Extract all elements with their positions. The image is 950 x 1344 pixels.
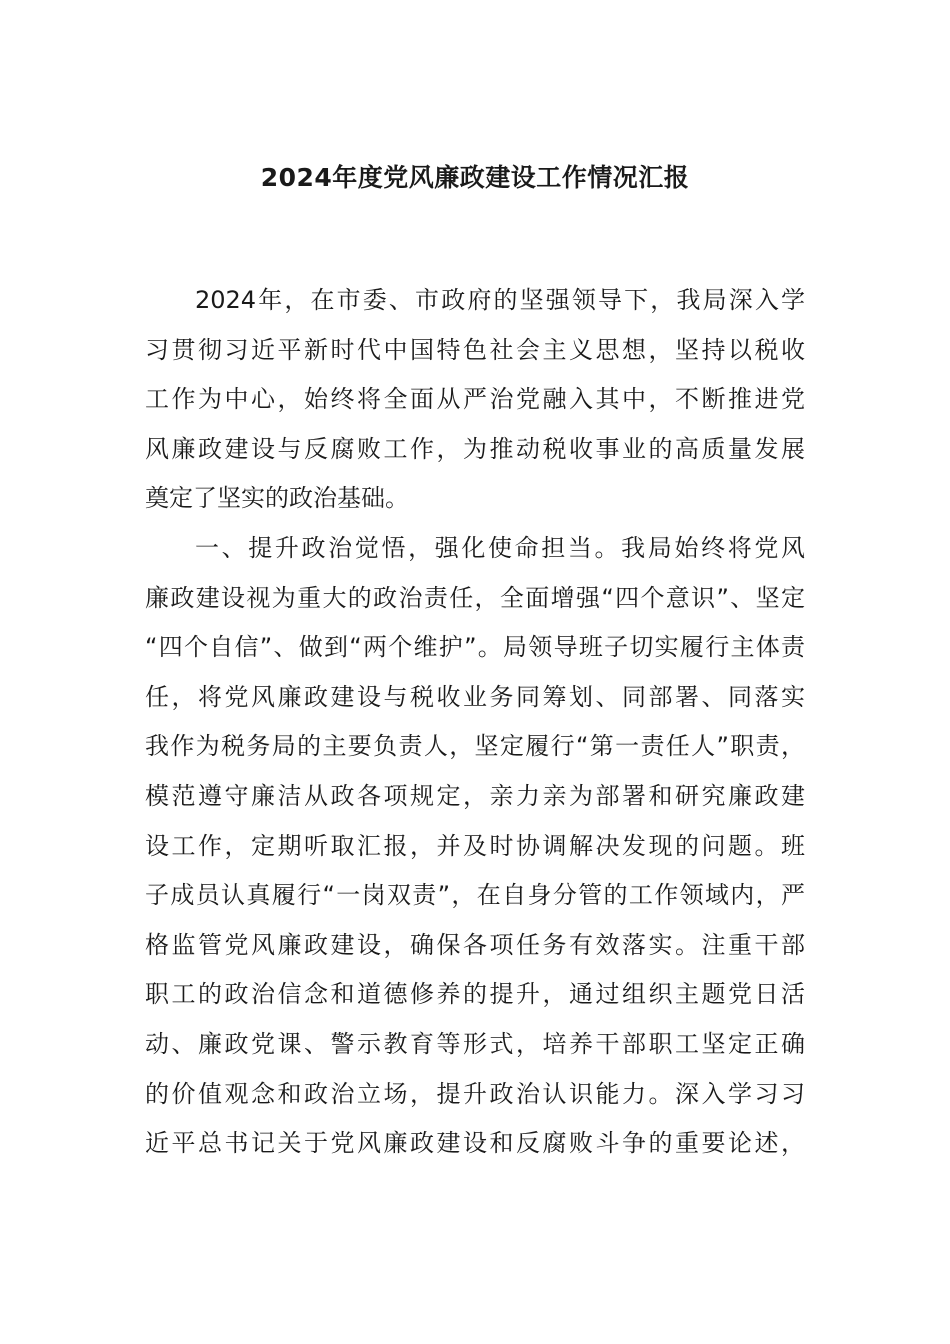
text-line: 2024年，在市委、市政府的坚强领导下，我局深入学 xyxy=(195,286,805,314)
text-line: 子成员认真履行“一岗双责”，在自身分管的工作领域内，严 xyxy=(145,881,805,910)
text-line: 廉政建设视为重大的政治责任，全面增强“四个意识”、坚定 xyxy=(145,583,805,612)
text-line: “四个自信”、做到“两个维护”。局领导班子切实履行主体责 xyxy=(145,633,805,662)
paragraph-1 xyxy=(145,276,805,524)
text-line: 模范遵守廉洁从政各项规定，亲力亲为部署和研究廉政建 xyxy=(145,781,805,810)
text-line: 习贯彻习近平新时代中国特色社会主义思想，坚持以税收 xyxy=(145,335,805,364)
text-line: 奠定了坚实的政治基础。 xyxy=(145,484,409,513)
text-line: 格监管党风廉政建设，确保各项任务有效落实。注重干部 xyxy=(145,930,805,959)
text-line: 动、廉政党课、警示教育等形式，培养干部职工坚定正确 xyxy=(145,1029,805,1058)
text-line: 近平总书记关于党风廉政建设和反腐败斗争的重要论述， xyxy=(145,1129,805,1158)
text-line: 风廉政建设与反腐败工作，为推动税收事业的高质量发展 xyxy=(145,434,805,463)
text-line: 设工作，定期听取汇报，并及时协调解决发现的问题。班 xyxy=(145,831,805,860)
text-line: 我作为税务局的主要负责人，坚定履行“第一责任人”职责， xyxy=(145,732,805,761)
paragraph-2 xyxy=(145,524,805,1169)
text-line: 的价值观念和政治立场，提升政治认识能力。深入学习习 xyxy=(145,1079,805,1108)
text-line: 职工的政治信念和道德修养的提升，通过组织主题党日活 xyxy=(145,980,805,1009)
document-title: 2024年度党风廉政建设工作情况汇报 xyxy=(260,163,690,192)
text-line: 一、提升政治觉悟，强化使命担当。我局始终将党风 xyxy=(195,533,805,562)
text-line: 工作为中心，始终将全面从严治党融入其中，不断推进党 xyxy=(145,385,805,414)
text-line: 任，将党风廉政建设与税收业务同筹划、同部署、同落实 xyxy=(145,682,805,711)
document-body xyxy=(145,276,805,1169)
